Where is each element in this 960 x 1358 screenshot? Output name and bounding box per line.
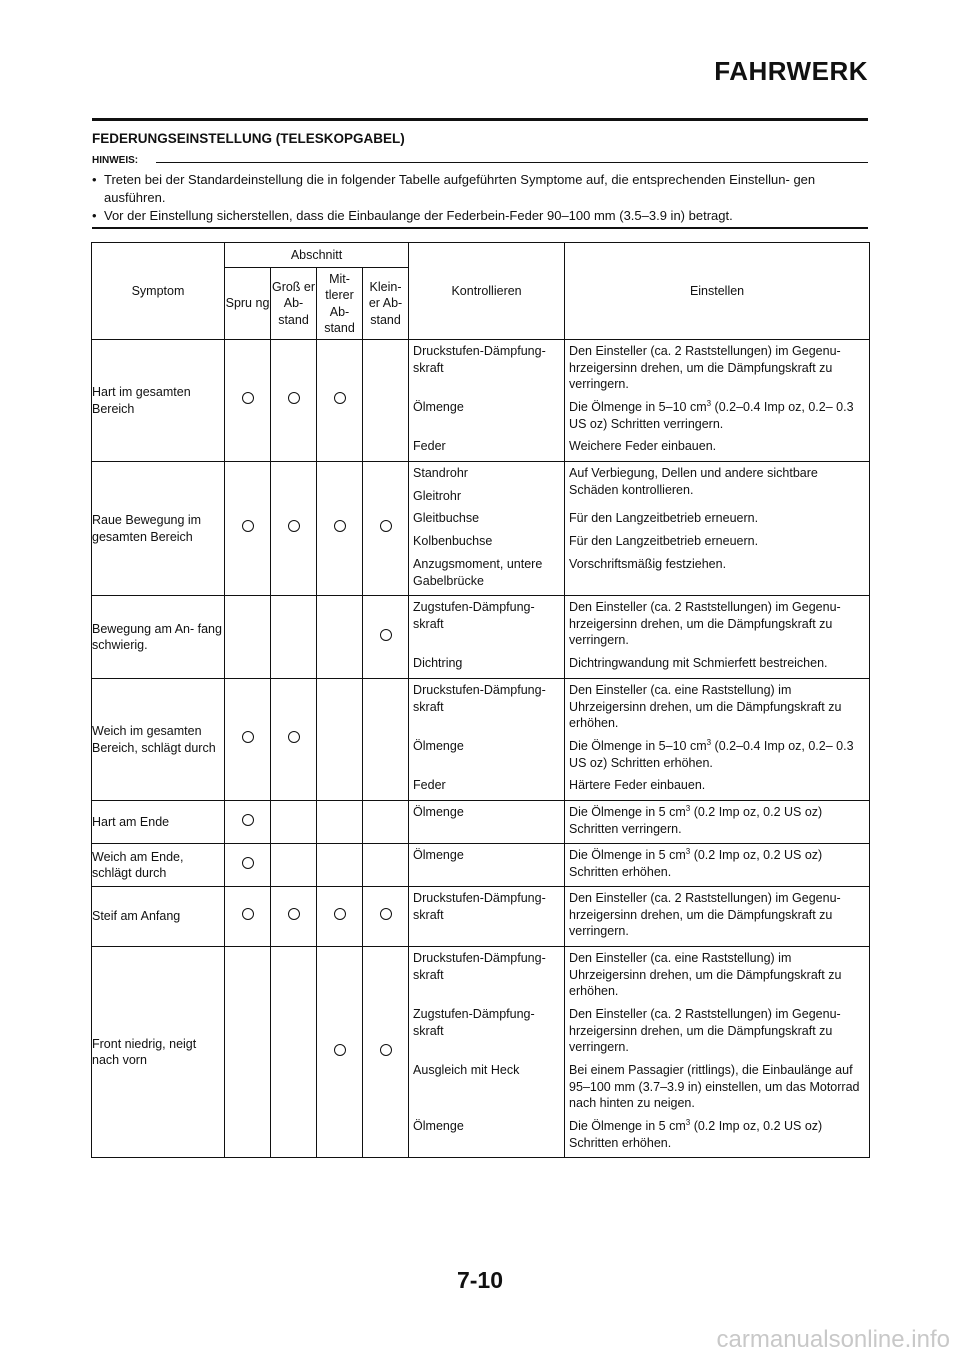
- note-bullet: • Treten bei der Standardeinstellung die in folgender Tabelle aufgeführten Symptome auf, die entsprechenden Einstellun- gen ausführen.: [92, 171, 868, 207]
- table-row: [92, 596, 870, 679]
- section-mark-cell: [317, 844, 363, 887]
- check-cell: [409, 462, 565, 596]
- check-item: [413, 1115, 561, 1154]
- check-text: Gleitbuchse: [413, 511, 480, 525]
- check-item: [413, 465, 561, 507]
- table-row: [92, 679, 870, 801]
- check-text: Feder: [413, 439, 446, 453]
- table-row: [92, 887, 870, 947]
- section-mark-cell: [271, 596, 317, 679]
- note-label: HINWEIS:: [92, 155, 139, 166]
- check-item: [413, 530, 561, 553]
- check-cell: [409, 596, 565, 679]
- adjust-item: [569, 553, 865, 592]
- section-mark-cell: [363, 801, 409, 844]
- check-text: Kolbenbuchse: [413, 534, 493, 548]
- note-bullet: • Vor der Einstellung sicherstellen, dass die Einbaulange der Federbein-Feder 90–100 mm (3.5–3.9 in) betragt.: [92, 207, 868, 225]
- circle-mark-icon: [242, 392, 254, 404]
- check-cell: [409, 340, 565, 462]
- check-text: Ölmenge: [413, 739, 464, 753]
- circle-mark-icon: [288, 520, 300, 532]
- adjust-item: [569, 735, 865, 774]
- section-mark-cell: [363, 947, 409, 1158]
- section-mark-cell: [363, 462, 409, 596]
- check-cell: [409, 801, 565, 844]
- adjust-text: Den Einsteller (ca. 2 Raststellungen) im Gegenu- hrzeigersinn drehen, um die Dämpfungskraft zu verringern.: [569, 891, 841, 938]
- header-rule: [92, 118, 868, 121]
- symptom-cell: Weich am Ende, schlägt durch: [92, 844, 225, 887]
- circle-mark-icon: [242, 814, 254, 826]
- check-text: Zugstufen-Dämpfung- skraft: [413, 600, 535, 631]
- symptom-cell: Bewegung am An- fang schwierig.: [92, 596, 225, 679]
- adjust-text: Für den Langzeitbetrieb erneuern.: [569, 511, 759, 525]
- circle-mark-icon: [288, 392, 300, 404]
- adjust-text: Dichtringwandung mit Schmierfett bestreichen.: [569, 656, 828, 670]
- circle-mark-icon: [242, 520, 254, 532]
- adjust-item: [569, 507, 865, 530]
- check-text: Druckstufen-Dämpfung- skraft: [413, 683, 546, 714]
- circle-mark-icon: [380, 1044, 392, 1056]
- header-gross: Groß er Ab- stand: [271, 268, 317, 340]
- check-item: [413, 890, 561, 943]
- check-item: [413, 396, 561, 435]
- header-symptom: Symptom: [92, 243, 225, 340]
- section-mark-cell: [271, 947, 317, 1158]
- adjust-text: Den Einsteller (ca. eine Raststellung) im Uhrzeigersinn drehen, um die Dämpfungskraft zu erhöhen.: [569, 951, 842, 998]
- adjust-cell: [565, 844, 870, 887]
- adjust-item: [569, 1059, 865, 1115]
- check-text: Feder: [413, 778, 446, 792]
- section-mark-cell: [225, 340, 271, 462]
- symptom-cell: Hart am Ende: [92, 801, 225, 844]
- adjust-text: Die Ölmenge in 5 cm: [569, 848, 686, 862]
- section-mark-cell: [363, 340, 409, 462]
- adjust-text: Den Einsteller (ca. eine Raststellung) im Uhrzeigersinn drehen, um die Dämpfungskraft zu erhöhen.: [569, 683, 842, 730]
- check-text: Anzugsmoment, untere Gabelbrücke: [413, 557, 543, 588]
- section-mark-cell: [225, 462, 271, 596]
- unit-superscript: 3: [685, 1117, 691, 1127]
- section-mark-cell: [225, 844, 271, 887]
- note-bullets: [92, 171, 868, 225]
- check-text: Zugstufen-Dämpfung- skraft: [413, 1007, 535, 1038]
- check-item: [413, 652, 561, 675]
- circle-mark-icon: [288, 731, 300, 743]
- adjust-text: Den Einsteller (ca. 2 Raststellungen) im Gegenu- hrzeigersinn drehen, um die Dämpfungskraft zu verringern.: [569, 1007, 841, 1054]
- circle-mark-icon: [380, 908, 392, 920]
- circle-mark-icon: [334, 1044, 346, 1056]
- circle-mark-icon: [334, 908, 346, 920]
- table-row: [92, 801, 870, 844]
- circle-mark-icon: [380, 629, 392, 641]
- adjust-text: Die Ölmenge in 5 cm: [569, 1119, 686, 1133]
- adjust-item: [569, 599, 865, 652]
- adjust-text: Den Einsteller (ca. 2 Raststellungen) im Gegenu- hrzeigersinn drehen, um die Dämpfungskraft zu verringern.: [569, 600, 841, 647]
- check-text: Ölmenge: [413, 805, 464, 819]
- adjust-cell: [565, 947, 870, 1158]
- adjust-text: Vorschriftsmäßig festziehen.: [569, 557, 727, 571]
- check-cell: [409, 947, 565, 1158]
- circle-mark-icon: [242, 908, 254, 920]
- adjust-text: (0.2 Imp oz, 0.2 US oz) Schritten erhöhen.: [569, 1119, 823, 1150]
- adjust-text: Den Einsteller (ca. 2 Raststellungen) im Gegenu- hrzeigersinn drehen, um die Dämpfungskraft zu verringern.: [569, 344, 841, 391]
- check-text: Ölmenge: [413, 848, 464, 862]
- table-row: [92, 462, 870, 596]
- check-item: [413, 599, 561, 652]
- circle-mark-icon: [334, 520, 346, 532]
- check-cell: [409, 844, 565, 887]
- adjust-item: [569, 774, 865, 797]
- adjust-text: (0.2 Imp oz, 0.2 US oz) Schritten verringern.: [569, 805, 823, 836]
- adjust-item: [569, 682, 865, 735]
- check-item: [413, 847, 561, 883]
- check-item: [413, 507, 561, 530]
- circle-mark-icon: [334, 392, 346, 404]
- adjust-text: Die Ölmenge in 5 cm: [569, 805, 686, 819]
- adjust-item: [569, 847, 865, 883]
- section-mark-cell: [363, 596, 409, 679]
- adjust-text: Die Ölmenge in 5–10 cm: [569, 400, 707, 414]
- section-mark-cell: [317, 887, 363, 947]
- check-item: [413, 774, 561, 797]
- adjust-cell: [565, 462, 870, 596]
- header-sprung: Spru ng: [225, 268, 271, 340]
- check-item: [413, 553, 561, 592]
- section-mark-cell: [271, 340, 317, 462]
- adjust-cell: [565, 801, 870, 844]
- adjust-text: Bei einem Passagier (rittlings), die Einbaulänge auf 95–100 mm (3.7–3.9 in) einstellen, um das Motorrad nach hinten zu neigen.: [569, 1063, 860, 1110]
- circle-mark-icon: [242, 857, 254, 869]
- unit-superscript: 3: [706, 737, 712, 747]
- adjust-item: [569, 1003, 865, 1059]
- section-mark-cell: [317, 596, 363, 679]
- adjust-item: [569, 652, 865, 675]
- table-row: [92, 340, 870, 462]
- page-header-title: FAHRWERK: [714, 56, 868, 86]
- section-mark-cell: [317, 947, 363, 1158]
- adjust-text: Für den Langzeitbetrieb erneuern.: [569, 534, 759, 548]
- section-mark-cell: [225, 887, 271, 947]
- adjust-cell: [565, 679, 870, 801]
- footer-watermark-url: carmanualsonline.info: [716, 1326, 950, 1353]
- adjust-cell: [565, 887, 870, 947]
- unit-superscript: 3: [685, 803, 691, 813]
- adjust-text: Auf Verbiegung, Dellen und andere sichtbare Schäden kontrollieren.: [569, 466, 818, 497]
- check-item: [413, 435, 561, 458]
- header-einstellen: Einstellen: [565, 243, 870, 340]
- symptom-cell: Steif am Anfang: [92, 887, 225, 947]
- check-text: Ölmenge: [413, 1119, 464, 1133]
- table-header: [92, 243, 870, 340]
- section-mark-cell: [363, 679, 409, 801]
- check-cell: [409, 679, 565, 801]
- header-mittlerer: Mit- tlerer Ab- stand: [317, 268, 363, 340]
- adjust-item: [569, 343, 865, 396]
- check-text: Gleitrohr: [413, 488, 461, 503]
- symptom-cell: Front niedrig, neigt nach vorn: [92, 947, 225, 1158]
- header-kontrollieren: Kontrollieren: [409, 243, 565, 340]
- adjust-text: (0.2–0.4 Imp oz, 0.2– 0.3 US oz) Schritten erhöhen.: [569, 739, 854, 770]
- adjust-text: Die Ölmenge in 5–10 cm: [569, 739, 707, 753]
- section-mark-cell: [317, 340, 363, 462]
- section-mark-cell: [363, 844, 409, 887]
- section-mark-cell: [225, 947, 271, 1158]
- check-item: [413, 682, 561, 735]
- symptom-cell: Hart im gesamten Bereich: [92, 340, 225, 462]
- header-abschnitt: Abschnitt: [225, 243, 409, 268]
- circle-mark-icon: [380, 520, 392, 532]
- adjust-item: [569, 1115, 865, 1154]
- section-mark-cell: [271, 462, 317, 596]
- symptom-cell: Raue Bewegung im gesamten Bereich: [92, 462, 225, 596]
- circle-mark-icon: [242, 731, 254, 743]
- adjust-item: [569, 465, 865, 507]
- suspension-settings-table: [91, 242, 870, 1158]
- adjust-text: Härtere Feder einbauen.: [569, 778, 706, 792]
- check-item: [413, 804, 561, 840]
- check-item: [413, 343, 561, 396]
- table-row: [92, 844, 870, 887]
- check-item: [413, 1003, 561, 1059]
- section-mark-cell: [271, 801, 317, 844]
- section-mark-cell: [363, 887, 409, 947]
- adjust-cell: [565, 596, 870, 679]
- section-mark-cell: [271, 844, 317, 887]
- section-title: FEDERUNGSEINSTELLUNG (TELESKOPGABEL): [92, 131, 405, 146]
- circle-mark-icon: [288, 908, 300, 920]
- adjust-text: (0.2–0.4 Imp oz, 0.2– 0.3 US oz) Schritten verringern.: [569, 400, 854, 431]
- check-item: [413, 950, 561, 1003]
- note-end-rule: [92, 227, 868, 229]
- section-mark-cell: [317, 462, 363, 596]
- check-text: Dichtring: [413, 656, 463, 670]
- page-number: 7-10: [456, 1267, 504, 1293]
- section-mark-cell: [317, 679, 363, 801]
- unit-superscript: 3: [685, 846, 691, 856]
- section-mark-cell: [271, 679, 317, 801]
- section-mark-cell: [317, 801, 363, 844]
- table-body: [92, 340, 870, 1158]
- note-rule: [156, 162, 868, 163]
- check-text: Ausgleich mit Heck: [413, 1063, 520, 1077]
- check-item: [413, 1059, 561, 1115]
- header-klein: Klein- er Ab- stand: [363, 268, 409, 340]
- adjust-item: [569, 396, 865, 435]
- check-cell: [409, 887, 565, 947]
- table-row: [92, 947, 870, 1158]
- unit-superscript: 3: [706, 398, 712, 408]
- adjust-cell: [565, 340, 870, 462]
- section-mark-cell: [225, 679, 271, 801]
- section-mark-cell: [225, 801, 271, 844]
- check-text: Druckstufen-Dämpfung- skraft: [413, 951, 546, 982]
- check-item: [413, 735, 561, 774]
- adjust-item: [569, 530, 865, 553]
- adjust-item: [569, 890, 865, 943]
- check-text: Druckstufen-Dämpfung- skraft: [413, 891, 546, 922]
- section-mark-cell: [225, 596, 271, 679]
- section-mark-cell: [271, 887, 317, 947]
- adjust-item: [569, 950, 865, 1003]
- adjust-item: [569, 804, 865, 840]
- symptom-cell: Weich im gesamten Bereich, schlägt durch: [92, 679, 225, 801]
- check-text: Druckstufen-Dämpfung- skraft: [413, 344, 546, 375]
- adjust-text: Weichere Feder einbauen.: [569, 439, 717, 453]
- adjust-text: (0.2 Imp oz, 0.2 US oz) Schritten erhöhen.: [569, 848, 823, 879]
- check-text: Ölmenge: [413, 400, 464, 414]
- check-text: Standrohr: [413, 466, 468, 480]
- adjust-item: [569, 435, 865, 458]
